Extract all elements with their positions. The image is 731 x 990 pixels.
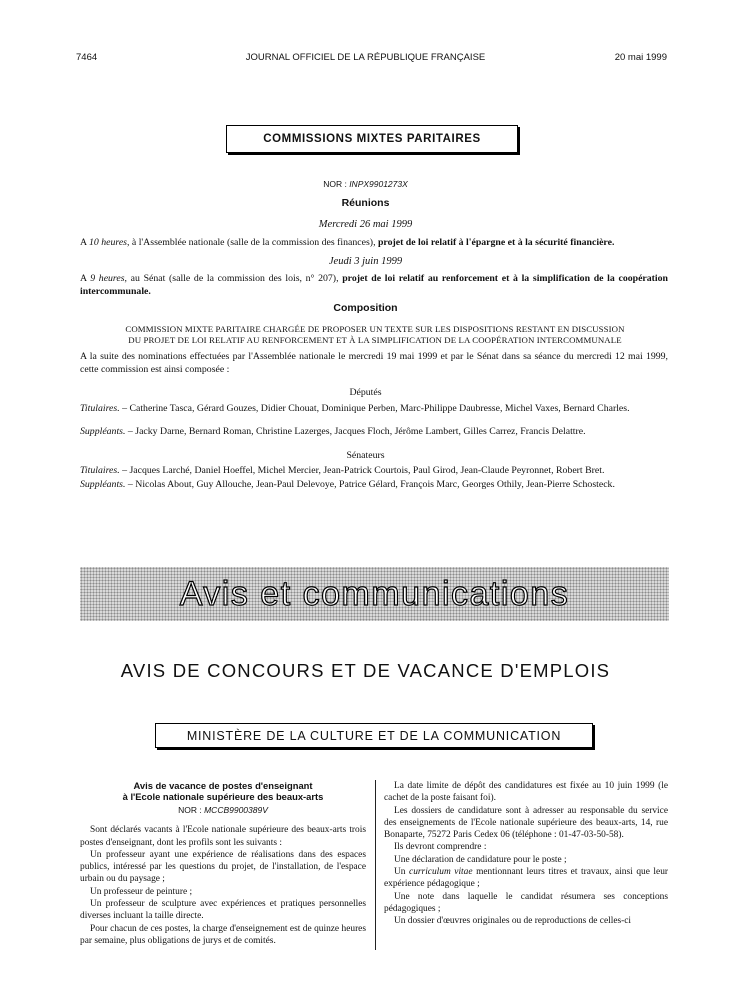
senateurs-heading: Sénateurs — [346, 450, 385, 461]
nor-code: INPX9901273X — [349, 179, 408, 189]
deputes-heading: Députés — [349, 387, 382, 398]
banner-title: Avis et communications — [179, 574, 570, 613]
paragraph: Un professeur ayant une expérience de réalisations dans des espaces publics, intéressé par les questions du projet, de l'installation, de l'espace urbain ou du paysage ; — [80, 849, 366, 885]
ministry-name: MINISTÈRE DE LA CULTURE ET DE LA COMMUNICATION — [186, 728, 562, 743]
meeting2-text-a: A — [80, 273, 91, 284]
paragraph: Un professeur de sculpture avec expériences et pratiques personnelles diverses incluant la taille directe. — [80, 899, 366, 922]
reunions-heading: Réunions — [341, 197, 390, 209]
paragraph: Un dossier d'œuvres originales ou de reproductions de celles-ci — [394, 916, 632, 927]
section-banner — [80, 567, 669, 621]
text-b: mentionnant leurs titres et travaux, ainsi que leur expérience pédagogique ; — [384, 867, 669, 890]
meeting2-date: Jeudi 3 juin 1999 — [328, 256, 403, 267]
nor-code: MCCB9900389V — [204, 805, 268, 815]
paragraph — [384, 866, 668, 891]
nor-label: NOR : — [323, 179, 350, 189]
commission-title-line1: COMMISSION MIXTE PARITAIRE CHARGÉE DE PROPOSER UN TEXTE SUR LES DISPOSITIONS RESTANT EN DISCUSSION — [125, 324, 625, 334]
paragraph: Sont déclarés vacants à l'Ecole nationale supérieure des beaux-arts trois postes d'enseignant, dont les profils sont les suivants : — [80, 825, 366, 848]
meeting1-text-b: , à l'Assemblée nationale (salle de la commission des finances), — [127, 237, 378, 248]
ministry-box — [155, 723, 593, 748]
role-label: Titulaires. — [80, 403, 120, 414]
notice-title-line1: Avis de vacance de postes d'enseignant — [133, 780, 313, 791]
paragraph: Une déclaration de candidature pour le poste ; — [394, 854, 567, 865]
meeting2-bill: projet de loi relatif au renforcement et à la simplification de la coopération intercommunale. — [80, 273, 668, 297]
meeting1-bill: projet de loi relatif à l'épargne et à la sécurité financière. — [377, 237, 615, 248]
right-column — [384, 780, 668, 928]
nor-label: NOR : — [178, 805, 205, 815]
deputes-suppleants — [80, 425, 668, 438]
nomination-paragraph: A la suite des nominations effectuées par l'Assemblée nationale le mercredi 19 mai 1999 et par le Sénat dans sa séance du mercredi 12 mai 1999, cette commission est ainsi composée : — [80, 351, 668, 375]
concours-heading: AVIS DE CONCOURS ET DE VACANCE D'EMPLOIS — [120, 660, 611, 681]
meeting1-time: 10 heures — [88, 237, 127, 248]
page-number: 7464 — [76, 52, 98, 63]
text-a: Un — [394, 867, 410, 878]
member-list: – Nicolas About, Guy Allouche, Jean-Paul Delevoye, Patrice Gélard, François Marc, Georges Othily, Jean-Pierre Schosteck. — [125, 479, 615, 490]
paragraph: Ils devront comprendre : — [394, 842, 487, 853]
notice-nor — [80, 804, 366, 816]
role-label: Suppléants. — [80, 426, 126, 437]
commission-title-line2: DU PROJET DE LOI RELATIF AU RENFORCEMENT ET À LA SIMPLIFICATION DE LA COOPÉRATION INTERCOMMUNALE — [128, 335, 622, 345]
senateurs-suppleants — [80, 478, 668, 491]
paragraph: Les dossiers de candidature sont à adresser au responsable du service des enseignements de l'Ecole nationale supérieure des beaux-arts, 14, rue Bonaparte, 75272 Paris Cedex 06 (téléphone : 01-47-03-50-58). — [384, 805, 668, 841]
column-divider — [375, 780, 376, 950]
left-column — [80, 780, 366, 947]
nor-reference — [0, 179, 731, 189]
role-label: Titulaires. — [80, 465, 120, 476]
role-label: Suppléants. — [80, 479, 126, 490]
meeting2-paragraph — [80, 272, 668, 298]
composition-heading: Composition — [333, 302, 398, 314]
commission-title — [95, 324, 655, 346]
paragraph: Une note dans laquelle le candidat résumera ses conceptions pédagogiques ; — [384, 891, 668, 914]
meeting2-time: 9 heures — [90, 273, 125, 284]
meeting1-date: Mercredi 26 mai 1999 — [318, 219, 413, 230]
section-title-text: COMMISSIONS MIXTES PARITAIRES — [263, 133, 481, 145]
member-list: – Catherine Tasca, Gérard Gouzes, Didier Chouat, Dominique Perben, Marc-Philippe Daubresse, Michel Vaxes, Bernard Charles. — [119, 403, 630, 414]
meeting1-text-a: A — [80, 237, 89, 248]
member-list: – Jacques Larché, Daniel Hoeffel, Michel Mercier, Jean-Patrick Courtois, Paul Girod, Jean-Claude Peyronnet, Robert Bret. — [119, 465, 605, 476]
journal-title: JOURNAL OFFICIEL DE LA RÉPUBLIQUE FRANÇAISE — [245, 52, 486, 63]
notice-title-line2: à l'Ecole nationale supérieure des beaux-arts — [122, 791, 324, 802]
section-title-cmp — [226, 125, 518, 153]
paragraph: Un professeur de peinture ; — [90, 886, 193, 897]
cv-term: curriculum vitae — [409, 867, 473, 878]
meeting1-paragraph — [80, 236, 668, 249]
deputes-titulaires — [80, 402, 668, 415]
meeting2-text-b: , au Sénat (salle de la commission des lois, n° 207), — [124, 273, 343, 284]
senateurs-titulaires — [80, 464, 668, 477]
paragraph: Pour chacun de ces postes, la charge d'enseignement est de quinze heures par semaine, plus obligations de jurys et de comités. — [80, 923, 366, 946]
paragraph: La date limite de dépôt des candidatures est fixée au 10 juin 1999 (le cachet de la poste faisant foi). — [384, 781, 668, 804]
issue-date: 20 mai 1999 — [614, 52, 667, 63]
member-list: – Jacky Darne, Bernard Roman, Christine Lazerges, Jacques Floch, Jérôme Lambert, Gilles Carrez, Francis Delattre. — [125, 426, 586, 437]
